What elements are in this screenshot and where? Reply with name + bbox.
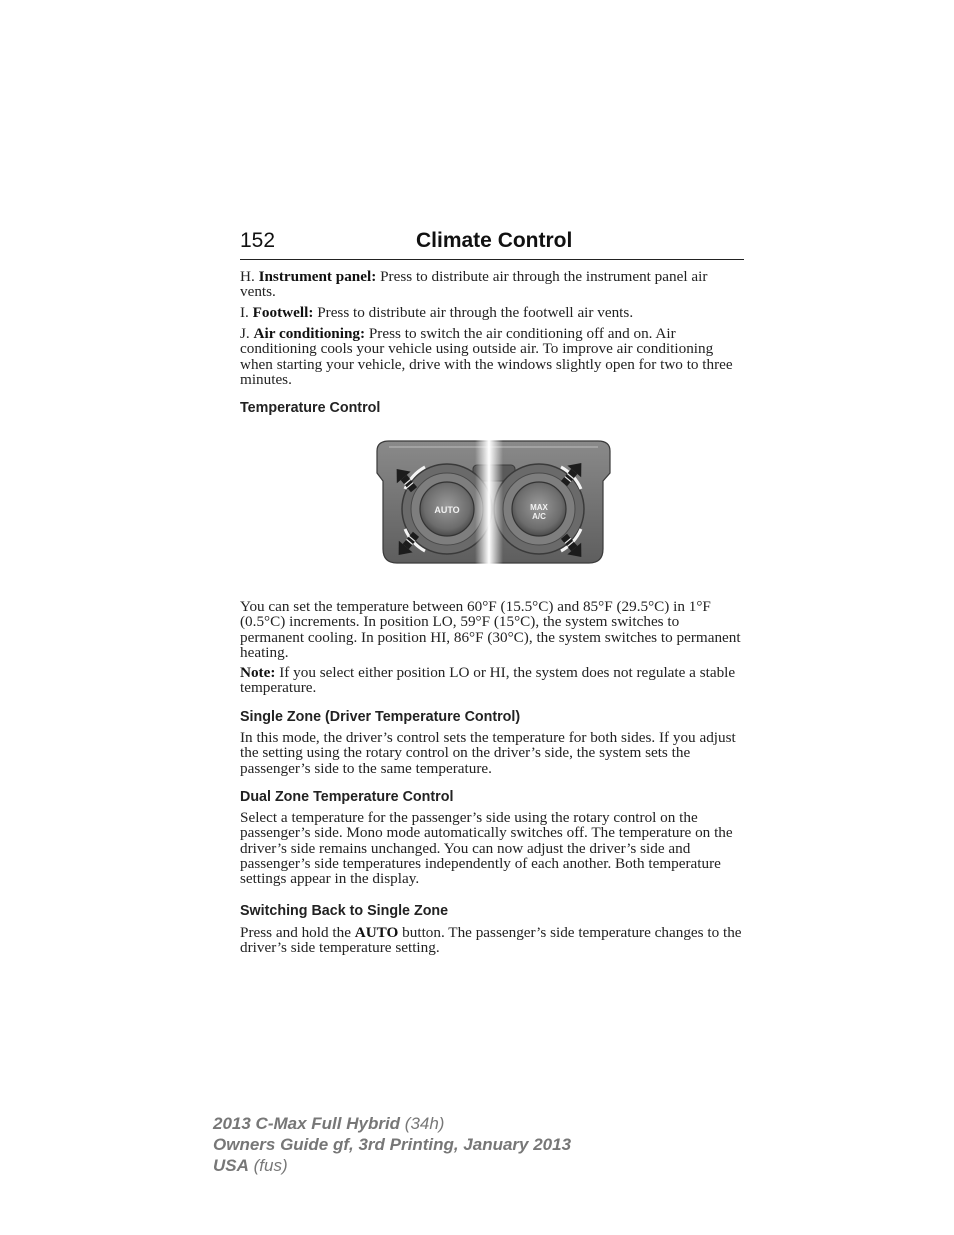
page-header	[240, 229, 744, 260]
heading-switch-back: Switching Back to Single Zone	[240, 903, 449, 919]
auto-button-label: AUTO	[434, 505, 460, 515]
heading-dual-zone: Dual Zone Temperature Control	[240, 789, 454, 805]
footer-line-1: 2013 C-Max Full Hybrid (34h)	[213, 1114, 445, 1133]
item-i: I. Footwell: Press to distribute air through the footwell air vents.	[240, 304, 634, 321]
temperature-paragraph: You can set the temperature between 60°F (15.5°C) and 85°F (29.5°C) in 1°F (0.5°C) increments. In position LO, 59°F (15°C), the system switches to permanent cooling. In position HI, 86°F (30°C), the system switches to permanent heating.	[240, 598, 741, 661]
temperature-note: Note: If you select either position LO or HI, the system does not regulate a stable temperature.	[240, 664, 736, 697]
max-ac-label-line2: A/C	[532, 512, 546, 521]
page-number: 152	[240, 229, 276, 252]
heading-single-zone: Single Zone (Driver Temperature Control)	[240, 709, 521, 725]
figure-center-fade	[475, 437, 503, 567]
item-h: H. Instrument panel: Press to distribute air through the instrument panel air vents.	[240, 268, 708, 301]
switch-back-paragraph: Press and hold the AUTO button. The passenger’s side temperature changes to the driver’s side temperature setting.	[240, 924, 742, 957]
page-footer	[213, 1113, 571, 1176]
item-j: J. Air conditioning: Press to switch the air conditioning off and on. Air conditioning cools your vehicle using outside air. To improve air conditioning when starting your vehicle, drive with the windows slightly open for two to three minutes.	[240, 325, 733, 388]
footer-line-3: USA (fus)	[213, 1156, 288, 1175]
footer-line-2: Owners Guide gf, 3rd Printing, January 2013	[213, 1135, 572, 1154]
dual-zone-paragraph: Select a temperature for the passenger’s side using the rotary control on the passenger’s side. Mono mode automatically switches off. The temperature on the driver’s side remains unchanged. You can now adjust the driver’s side and passenger’s side temperatures independently of each another. Both temperature settings appear in the display.	[240, 809, 733, 888]
max-ac-label-line1: MAX	[530, 503, 548, 512]
single-zone-paragraph: In this mode, the driver’s control sets the temperature for both sides. If you adjust the setting using the rotary control on the driver’s side, the system sets the passenger’s side to the same temperature.	[240, 729, 736, 777]
chapter-title: Climate Control	[416, 229, 573, 252]
temperature-control-figure	[375, 437, 612, 567]
heading-temperature-control: Temperature Control	[240, 400, 381, 416]
